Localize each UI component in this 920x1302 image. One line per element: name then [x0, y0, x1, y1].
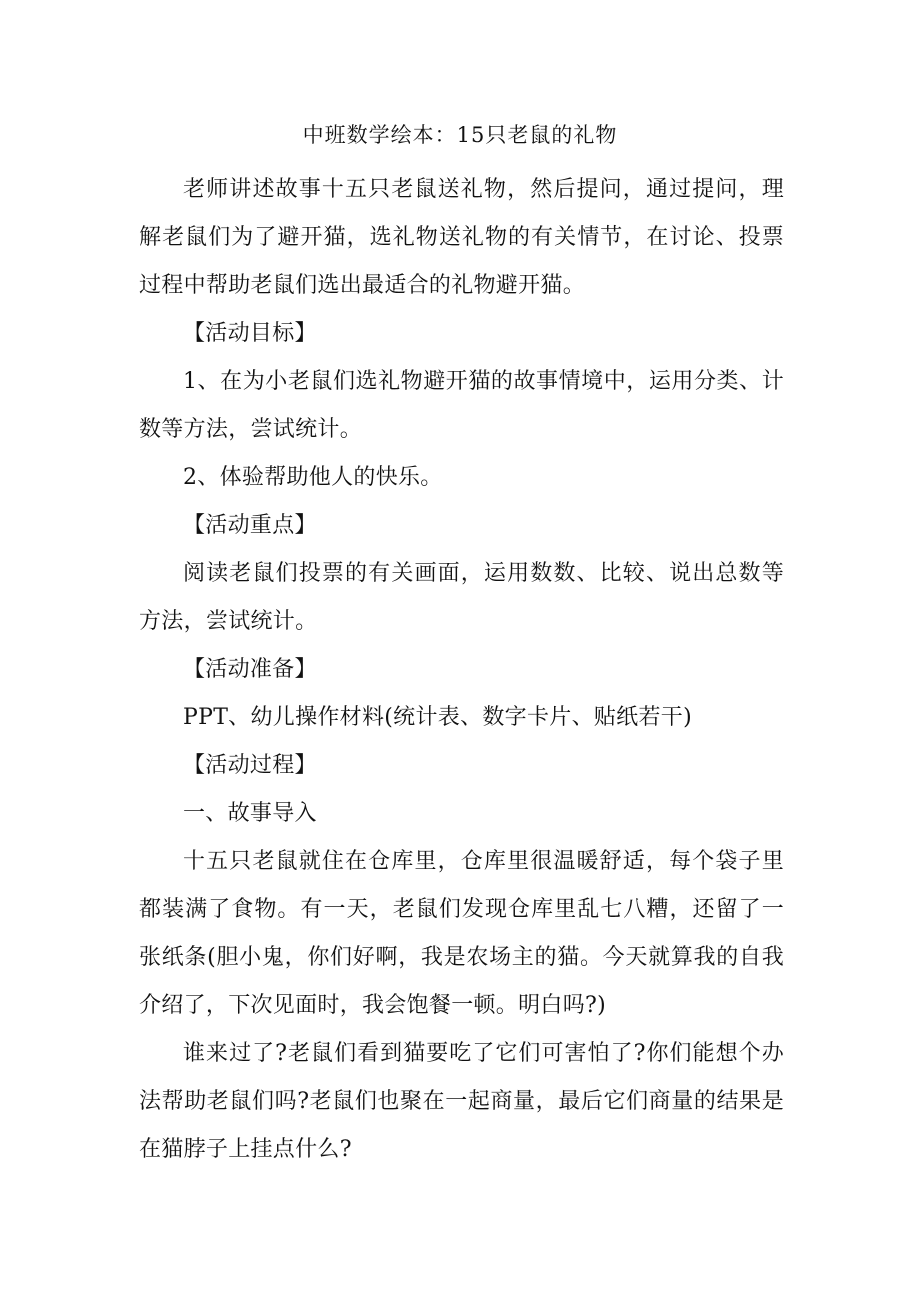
- prep-paragraph: PPT、幼儿操作材料(统计表、数字卡片、贴纸若干): [183, 705, 692, 730]
- story-paragraph-2: 谁来过了?老鼠们看到猫要吃了它们可害怕了?你们能想个办法帮助老鼠们吗?老鼠们也聚在一起商量，最后它们商量的结果是在猫脖子上挂点什么?: [139, 1041, 784, 1162]
- story-paragraph-1: 十五只老鼠就住在仓库里，仓库里很温暖舒适，每个袋子里都装满了食物。有一天，老鼠们发现仓库里乱七八糟，还留了一张纸条(胆小鬼，你们好啊，我是农场主的猫。今天就算我的自我介绍了，下次见面时，我会饱餐一顿。明白吗?): [139, 849, 784, 1018]
- process-heading: 【活动过程】: [183, 753, 317, 778]
- document-body: [139, 166, 784, 1174]
- prep-heading: 【活动准备】: [183, 657, 317, 682]
- focus-heading: 【活动重点】: [183, 513, 317, 538]
- goal-1-paragraph: 1、在为小老鼠们选礼物避开猫的故事情境中，运用分类、计数等方法，尝试统计。: [139, 369, 784, 442]
- step-1-heading: 一、故事导入: [183, 801, 317, 826]
- document-title: 中班数学绘本：15只老鼠的礼物: [302, 123, 618, 147]
- focus-paragraph: 阅读老鼠们投票的有关画面，运用数数、比较、说出总数等方法，尝试统计。: [139, 561, 784, 634]
- goal-2-paragraph: 2、体验帮助他人的快乐。: [183, 465, 443, 490]
- intro-paragraph: 老师讲述故事十五只老鼠送礼物，然后提问，通过提问，理解老鼠们为了避开猫，选礼物送礼物的有关情节，在讨论、投票过程中帮助老鼠们选出最适合的礼物避开猫。: [139, 177, 784, 298]
- goals-heading: 【活动目标】: [183, 321, 317, 346]
